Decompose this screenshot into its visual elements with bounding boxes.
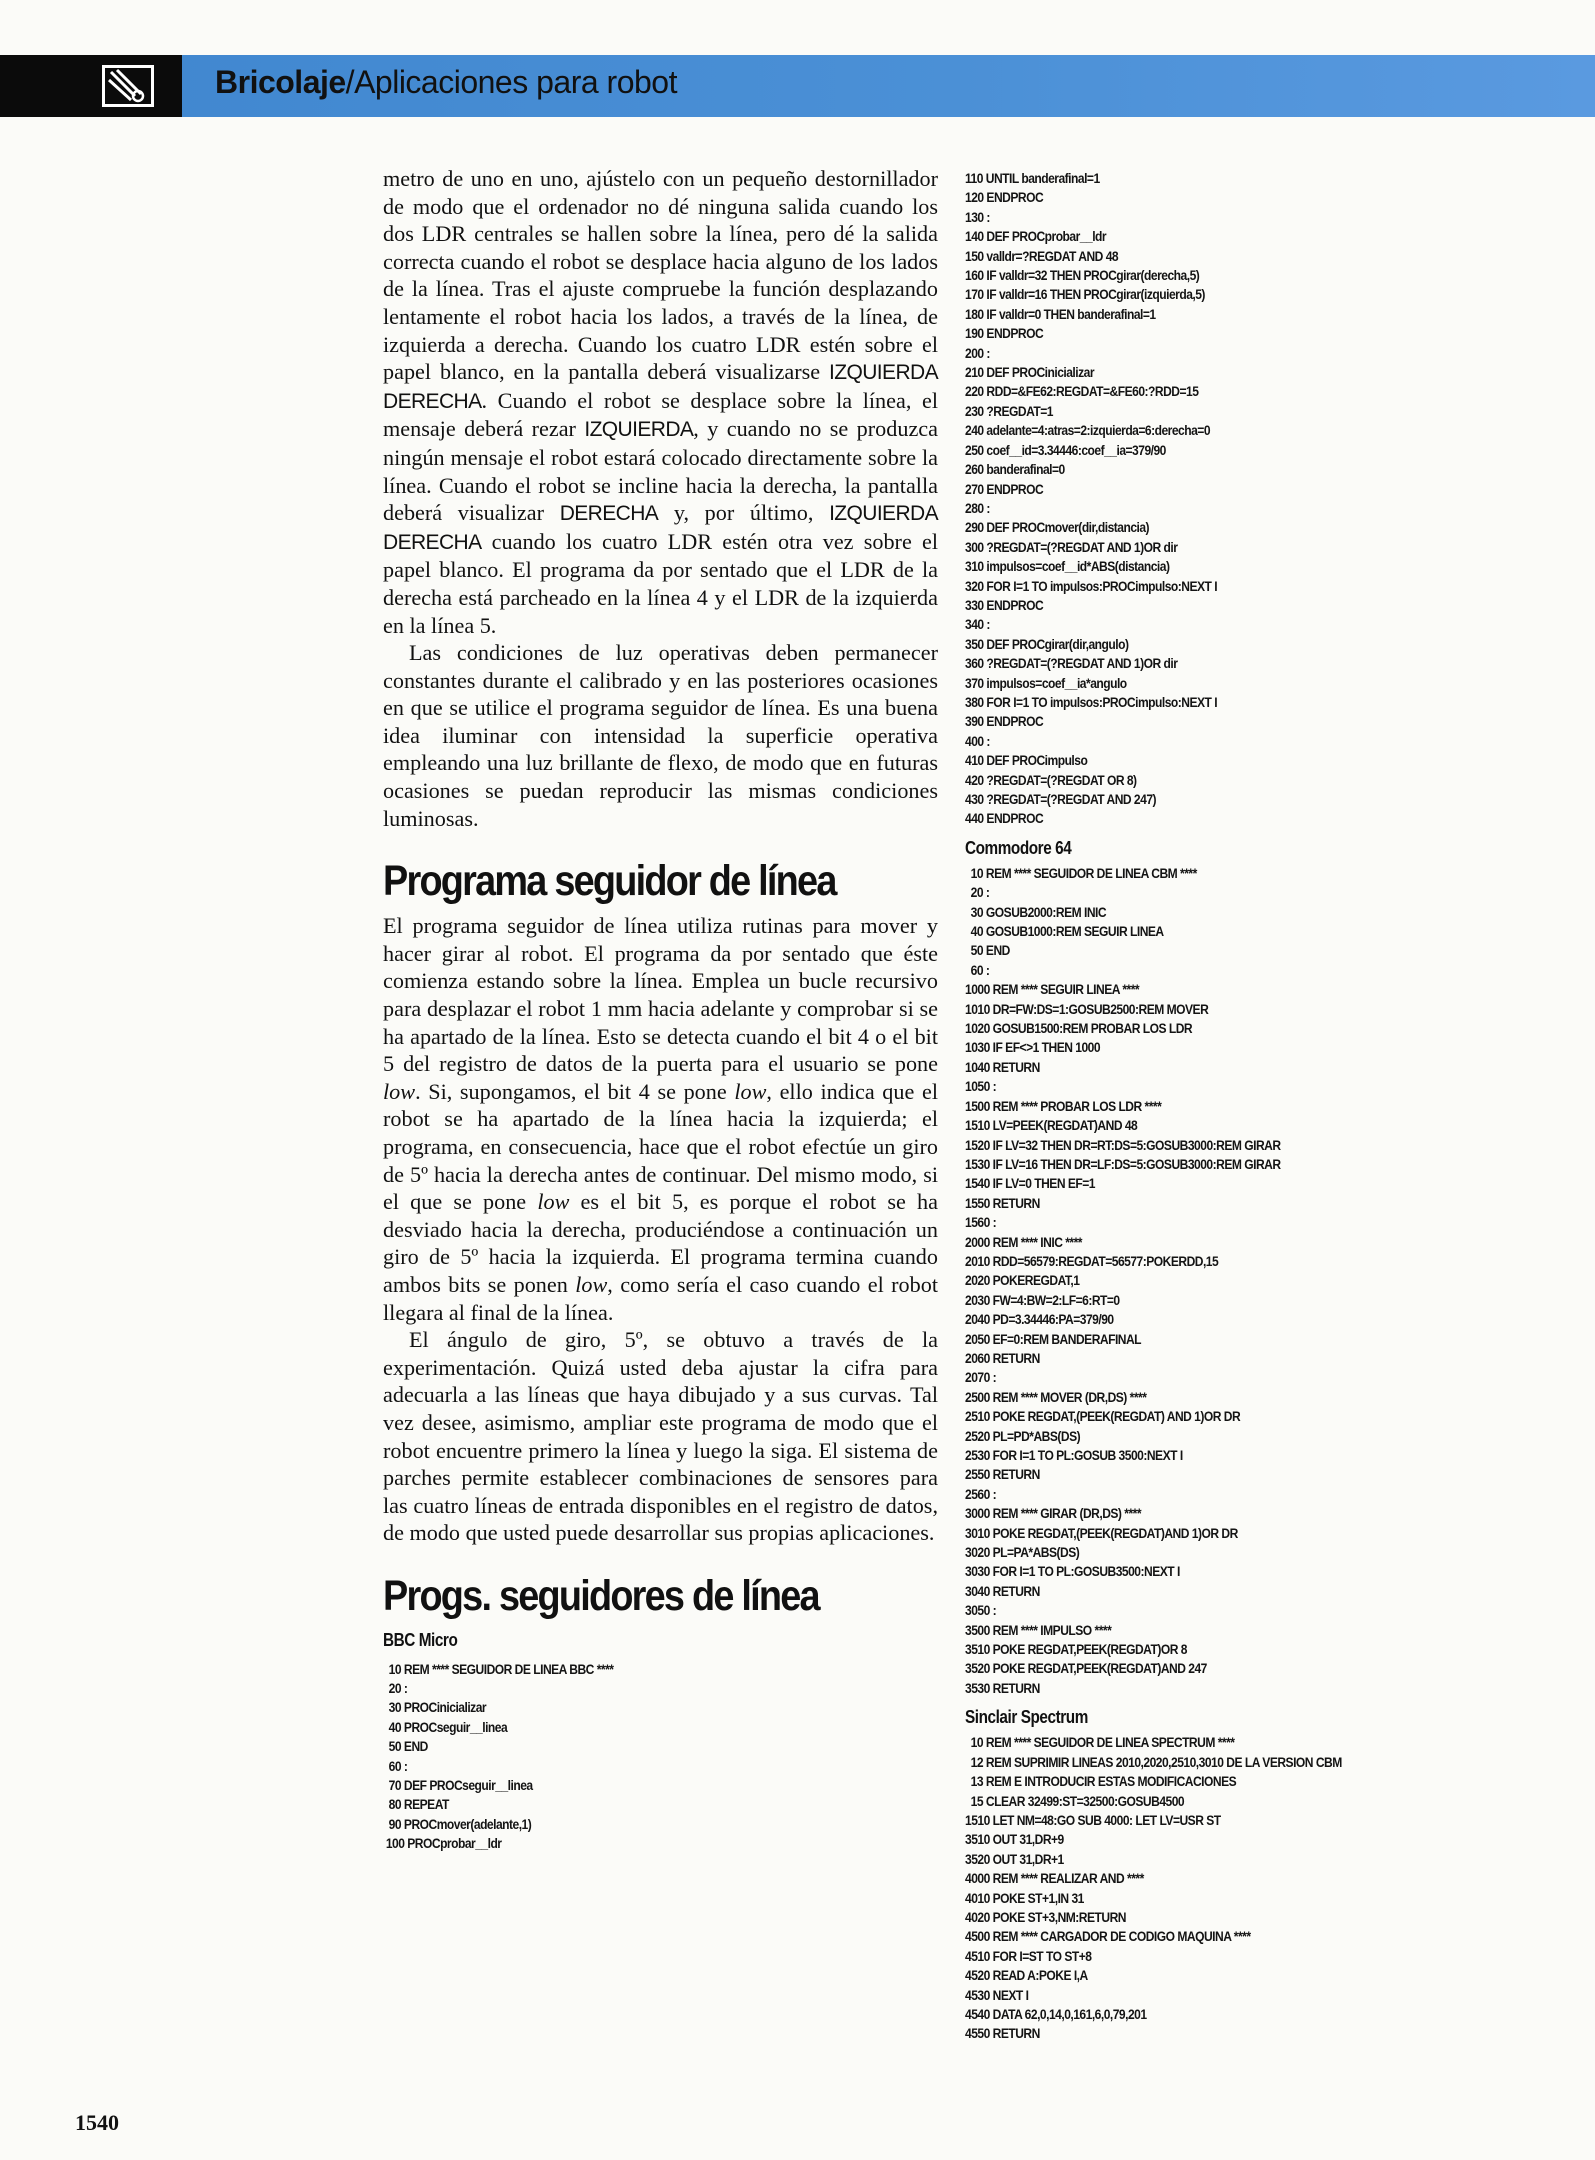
code-line: 200 : — [965, 345, 990, 362]
code-line: 190 ENDPROC — [965, 326, 1044, 343]
code-line: 1510 LV=PEEK(REGDAT)AND 48 — [965, 1118, 1138, 1135]
screen-message: IZQUIERDA DERECHA — [383, 502, 939, 554]
italic-term: low — [383, 1078, 416, 1104]
italic-term: low — [537, 1189, 570, 1215]
code-line: 1530 IF LV=16 THEN DR=LF:DS=5:GOSUB3000:REM GIRAR — [965, 1156, 1281, 1173]
right-column — [965, 170, 1565, 2045]
code-line: 10 REM **** SEGUIDOR DE LINEA SPECTRUM **** — [965, 1735, 1235, 1752]
code-line: 1020 GOSUB1500:REM PROBAR LOS LDR — [965, 1021, 1193, 1038]
text-run: , y cuando no se produzca ningún mensaje el robot estará colocado directamente sobre la línea. Cuando el robot se incline hacia la derecha, la pantalla deberá visualizar — [383, 416, 938, 526]
code-line: 270 ENDPROC — [965, 481, 1044, 498]
code-line: 2500 REM **** MOVER (DR,DS) **** — [965, 1389, 1147, 1406]
code-line: 2550 RETURN — [965, 1467, 1040, 1484]
code-line: 300 ?REGDAT=(?REGDAT AND 1)OR dir — [965, 539, 1178, 556]
code-line: 3050 : — [965, 1603, 997, 1620]
code-line: 30 GOSUB2000:REM INIC — [965, 904, 1107, 921]
code-line: 1540 IF LV=0 THEN EF=1 — [965, 1176, 1095, 1193]
text-run: . Cuando el robot se desplace sobre la línea, el mensaje deberá rezar — [383, 387, 938, 442]
code-line: 290 DEF PROCmover(dir,distancia) — [965, 520, 1150, 537]
code-line: 2060 RETURN — [965, 1350, 1040, 1367]
text-run: . Si, supongamos, el bit 4 se pone — [415, 1078, 735, 1104]
code-line: 3010 POKE REGDAT,(PEEK(REGDAT)AND 1)OR DR — [965, 1525, 1238, 1542]
code-line: 70 DEF PROCseguir__linea — [383, 1777, 533, 1794]
spectrum-title: Sinclair Spectrum — [965, 1707, 1088, 1728]
code-line: 150 valldr=?REGDAT AND 48 — [965, 248, 1119, 265]
code-line: 320 FOR I=1 TO impulsos:PROCimpulso:NEXT I — [965, 578, 1218, 595]
code-line: 220 RDD=&FE62:REGDAT=&FE60:?RDD=15 — [965, 384, 1199, 401]
code-line: 4520 READ A:POKE I,A — [965, 1968, 1088, 1985]
code-line: 4540 DATA 62,0,14,0,161,6,0,79,201 — [965, 2006, 1147, 2023]
code-line: 12 REM SUPRIMIR LINEAS 2010,2020,2510,3010 DE LA VERSION CBM — [965, 1754, 1342, 1771]
heading-program: Programa seguidor de línea — [383, 857, 836, 906]
paragraph-calibration — [383, 165, 938, 639]
code-line: 1510 LET NM=48:GO SUB 4000: LET LV=USR ST — [965, 1812, 1221, 1829]
code-line: 2050 EF=0:REM BANDERAFINAL — [965, 1331, 1142, 1348]
bbc-title: BBC Micro — [383, 1629, 458, 1650]
code-line: 3500 REM **** IMPULSO **** — [965, 1622, 1112, 1639]
code-line: 3030 FOR I=1 TO PL:GOSUB3500:NEXT I — [965, 1564, 1180, 1581]
code-line: 60 : — [383, 1758, 408, 1775]
code-line: 10 REM **** SEGUIDOR DE LINEA CBM **** — [965, 865, 1197, 882]
code-line: 4530 NEXT I — [965, 1987, 1029, 2004]
code-line: 100 PROCprobar__ldr — [383, 1836, 502, 1853]
paragraph-angle: El ángulo de giro, 5º, se obtuvo a través de la experimentación. Quizá usted deba ajustar la cifra para adecuarla a las líneas que haya dibujado y a sus curvas. Tal vez desee, asimismo, ampliar este programa de modo que el robot encuentre primero la línea y luego la siga. El sistema de parches permite establecer combinaciones de sensores para las cuatro líneas de entrada disponibles en el registro de datos, de modo que usted puede desarrollar sus propias aplicaciones. — [383, 1327, 938, 1546]
code-line: 10 REM **** SEGUIDOR DE LINEA BBC **** — [383, 1661, 614, 1678]
code-line: 30 PROCinicializar — [383, 1700, 487, 1717]
code-line: 1030 IF EF<>1 THEN 1000 — [965, 1040, 1101, 1057]
code-line: 4550 RETURN — [965, 2026, 1040, 2043]
code-line: 230 ?REGDAT=1 — [965, 403, 1053, 420]
italic-term: low — [734, 1078, 767, 1104]
header-logo — [0, 55, 182, 117]
code-line: 3510 OUT 31,DR+9 — [965, 1832, 1064, 1849]
code-line: 1040 RETURN — [965, 1059, 1040, 1076]
code-line: 3040 RETURN — [965, 1583, 1040, 1600]
code-line: 40 GOSUB1000:REM SEGUIR LINEA — [965, 924, 1164, 941]
code-line: 4020 POKE ST+3,NM:RETURN — [965, 1909, 1126, 1926]
code-line: 4500 REM **** CARGADOR DE CODIGO MAQUINA **** — [965, 1929, 1251, 1946]
code-line: 390 ENDPROC — [965, 714, 1044, 731]
code-line: 410 DEF PROCimpulso — [965, 753, 1088, 770]
code-line: 13 REM E INTRODUCIR ESTAS MODIFICACIONES — [965, 1774, 1237, 1791]
code-line: 340 : — [965, 617, 990, 634]
page-number: 1540 — [75, 2110, 119, 2135]
bbc-code-listing — [383, 1661, 855, 1855]
code-line: 40 PROCseguir__linea — [383, 1719, 508, 1736]
code-line: 20 : — [383, 1680, 408, 1697]
paragraph-program — [383, 912, 938, 1326]
code-line: 2010 RDD=56579:REGDAT=56577:POKERDD,15 — [965, 1253, 1219, 1270]
screen-message: DERECHA — [559, 502, 659, 526]
code-line: 2020 POKEREGDAT,1 — [965, 1273, 1080, 1290]
code-line: 1050 : — [965, 1079, 997, 1096]
code-line: 3000 REM **** GIRAR (DR,DS) **** — [965, 1506, 1142, 1523]
code-line: 3520 POKE REGDAT,PEEK(REGDAT)AND 247 — [965, 1661, 1207, 1678]
code-line: 120 ENDPROC — [965, 190, 1044, 207]
code-line: 160 IF valldr=32 THEN PROCgirar(derecha,5) — [965, 268, 1200, 285]
code-line: 400 : — [965, 733, 990, 750]
code-line: 60 : — [965, 962, 990, 979]
code-line: 1000 REM **** SEGUIR LINEA **** — [965, 982, 1140, 999]
c64-title: Commodore 64 — [965, 837, 1072, 858]
code-line: 420 ?REGDAT=(?REGDAT OR 8) — [965, 772, 1137, 789]
heading-programs: Progs. seguidores de línea — [383, 1571, 819, 1620]
text-run: es el bit 5, es porque el robot se ha desviado hacia la derecha, produciéndose a continuación un giro de 5º hacia la izquierda. El programa termina cuando ambos bits se ponen — [383, 1189, 938, 1297]
code-line: 350 DEF PROCgirar(dir,angulo) — [965, 636, 1129, 653]
code-line: 50 END — [965, 943, 1010, 960]
code-line: 240 adelante=4:atras=2:izquierda=6:derecha=0 — [965, 423, 1211, 440]
robot-hand-icon — [102, 65, 154, 107]
left-column — [383, 165, 938, 1855]
header-subtitle: /Aplicaciones para robot — [345, 64, 677, 100]
code-line: 140 DEF PROCprobar__ldr — [965, 229, 1107, 246]
text-run: cuando los cuatro LDR estén otra vez sobre el papel blanco. El programa da por sentado que el LDR de la derecha está parcheado en la línea 4 y el LDR de la izquierda en la línea 5. — [383, 528, 938, 638]
code-line: 260 banderafinal=0 — [965, 462, 1065, 479]
code-line: 15 CLEAR 32499:ST=32500:GOSUB4500 — [965, 1793, 1185, 1810]
code-line: 3510 POKE REGDAT,PEEK(REGDAT)OR 8 — [965, 1642, 1187, 1659]
code-line: 310 impulsos=coef__id*ABS(distancia) — [965, 559, 1170, 576]
italic-term: low — [575, 1271, 608, 1297]
code-line: 170 IF valldr=16 THEN PROCgirar(izquierda,5) — [965, 287, 1205, 304]
code-line: 370 impulsos=coef__ia*angulo — [965, 675, 1127, 692]
code-line: 2510 POKE REGDAT,(PEEK(REGDAT) AND 1)OR DR — [965, 1409, 1241, 1426]
code-line: 4010 POKE ST+1,IN 31 — [965, 1890, 1084, 1907]
code-line: 1500 REM **** PROBAR LOS LDR **** — [965, 1098, 1162, 1115]
code-line: 3020 PL=PA*ABS(DS) — [965, 1545, 1080, 1562]
code-line: 280 : — [965, 500, 990, 517]
bbc-code-continued — [965, 170, 1475, 830]
code-line: 360 ?REGDAT=(?REGDAT AND 1)OR dir — [965, 656, 1178, 673]
code-line: 4000 REM **** REALIZAR AND **** — [965, 1871, 1144, 1888]
header-section: Bricolaje — [215, 64, 346, 100]
code-line: 380 FOR I=1 TO impulsos:PROCimpulso:NEXT I — [965, 694, 1218, 711]
code-line: 2070 : — [965, 1370, 997, 1387]
code-line: 80 REPEAT — [383, 1797, 449, 1814]
code-line: 2520 PL=PD*ABS(DS) — [965, 1428, 1081, 1445]
code-line: 2560 : — [965, 1486, 997, 1503]
code-line: 250 coef__id=3.34446:coef__ia=379/90 — [965, 442, 1166, 459]
code-line: 1560 : — [965, 1215, 997, 1232]
code-line: 2040 PD=3.34446:PA=379/90 — [965, 1312, 1114, 1329]
c64-code-listing — [965, 865, 1475, 1699]
spectrum-code-listing — [965, 1734, 1475, 2045]
text-run: El programa seguidor de línea utiliza rutinas para mover y hacer girar al robot. El programa da por sentado que éste comienza estando sobre la línea. Emplea un bucle recursivo para desplazar el robot 1 mm hacia adelante y comprobar si se ha apartado de la línea. Esto se detecta cuando el bit 4 o el bit 5 del registro de datos de la puerta para el usuario se pone — [383, 913, 938, 1077]
code-line: 3520 OUT 31,DR+1 — [965, 1851, 1064, 1868]
code-line: 180 IF valldr=0 THEN banderafinal=1 — [965, 306, 1156, 323]
code-line: 2030 FW=4:BW=2:LF=6:RT=0 — [965, 1292, 1120, 1309]
text-run: metro de uno en uno, ajústelo con un pequeño destornillador de modo que el ordenador no dé ninguna salida cuando los dos LDR centrales se hallen sobre la línea, pero dé la salida correcta cuando el robot se desplace hacia alguno de los lados de la línea. Tras el ajuste compruebe la función desplazando lentamente el robot hacia los lados, a través de la línea, de izquierda a derecha. Cuando los cuatro LDR estén sobre el papel blanco, en la pantalla deberá visualizarse — [383, 166, 938, 385]
code-line: 110 UNTIL banderafinal=1 — [965, 171, 1100, 187]
text-run: , ello indica que el robot se ha apartado de la línea hacia la izquierda; el programa, en consecuencia, hace que el robot efectúe un giro de 5º hacia la derecha antes de continuar. Del mismo modo, si el que se pone — [383, 1078, 938, 1215]
code-line: 440 ENDPROC — [965, 811, 1044, 828]
code-line: 90 PROCmover(adelante,1) — [383, 1816, 532, 1833]
header-title — [215, 64, 677, 101]
code-line: 4510 FOR I=ST TO ST+8 — [965, 1948, 1092, 1965]
text-run: , como sería el caso cuando el robot llegara al final de la línea. — [383, 1271, 938, 1325]
paragraph-light-conditions: Las condiciones de luz operativas deben permanecer constantes durante el calibrado y en las posteriores ocasiones en que se utilice el programa seguidor de línea. Es una buena idea iluminar con intensidad la superficie operativa empleando una luz brillante de flexo, de modo que en futuras ocasiones se puedan reproducir las mismas condiciones luminosas. — [383, 640, 938, 831]
code-line: 20 : — [965, 885, 990, 902]
screen-message: IZQUIERDA DERECHA — [383, 361, 938, 413]
code-line: 130 : — [965, 209, 990, 226]
code-line: 3530 RETURN — [965, 1680, 1040, 1697]
code-line: 2000 REM **** INIC **** — [965, 1234, 1082, 1251]
code-line: 2530 FOR I=1 TO PL:GOSUB 3500:NEXT I — [965, 1448, 1183, 1464]
screen-message: IZQUIERDA — [584, 418, 694, 442]
code-line: 1520 IF LV=32 THEN DR=RT:DS=5:GOSUB3000:REM GIRAR — [965, 1137, 1281, 1154]
code-line: 1550 RETURN — [965, 1195, 1040, 1212]
code-line: 210 DEF PROCinicializar — [965, 365, 1095, 382]
code-line: 330 ENDPROC — [965, 597, 1044, 614]
code-line: 50 END — [383, 1739, 428, 1756]
text-run: y, por último, — [658, 500, 830, 526]
code-line: 430 ?REGDAT=(?REGDAT AND 247) — [965, 792, 1157, 808]
code-line: 1010 DR=FW:DS=1:GOSUB2500:REM MOVER — [965, 1001, 1209, 1018]
